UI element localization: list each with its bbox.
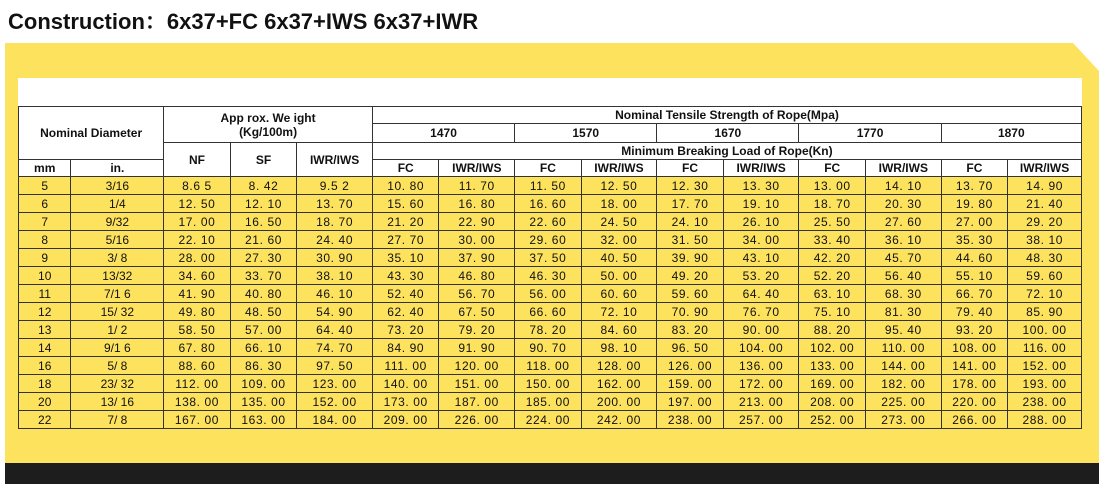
table-cell: 126. 00 [657, 357, 724, 375]
table-cell: 32. 00 [581, 231, 657, 249]
table-cell: 64. 40 [723, 285, 799, 303]
table-cell: 84. 60 [581, 321, 657, 339]
table-cell: 43. 10 [723, 249, 799, 267]
table-cell: 112. 00 [164, 375, 231, 393]
table-cell: 46. 80 [439, 267, 515, 285]
table-cell: 54. 90 [297, 303, 373, 321]
table-cell: 95. 40 [866, 321, 942, 339]
table-cell: 128. 00 [581, 357, 657, 375]
table-cell: 163. 00 [230, 411, 297, 429]
table-cell: 83. 20 [657, 321, 724, 339]
table-cell: 3/16 [71, 177, 164, 195]
table-cell: 31. 50 [657, 231, 724, 249]
table-cell: 110. 00 [866, 339, 942, 357]
table-cell: 91. 90 [439, 339, 515, 357]
table-cell: 60. 60 [581, 285, 657, 303]
table-cell: 13 [19, 321, 71, 339]
table-cell: 120. 00 [439, 357, 515, 375]
table-cell: 9.5 2 [297, 177, 373, 195]
table-cell: 108. 00 [941, 339, 1008, 357]
table-cell: 76. 70 [723, 303, 799, 321]
fc-header-1870: FC [941, 160, 1008, 177]
page-title: Construction：6x37+FC 6x37+IWS 6x37+IWR [8, 9, 479, 34]
table-cell: 45. 70 [866, 249, 942, 267]
table-cell: 152. 00 [297, 393, 373, 411]
table-row [19, 249, 1082, 267]
fc-header-1670: FC [657, 160, 724, 177]
table-cell: 88. 60 [164, 357, 231, 375]
table-cell: 5 [19, 177, 71, 195]
fc-header-1770: FC [799, 160, 866, 177]
table-cell: 116. 00 [1008, 339, 1082, 357]
table-cell: 172. 00 [723, 375, 799, 393]
table-cell: 75. 10 [799, 303, 866, 321]
nominal-diameter-header: Nominal Diameter [19, 107, 164, 160]
table-cell: 26. 10 [723, 213, 799, 231]
table-cell: 178. 00 [941, 375, 1008, 393]
table-cell: 173. 00 [372, 393, 439, 411]
table-cell: 133. 00 [799, 357, 866, 375]
table-cell: 13. 00 [799, 177, 866, 195]
table-cell: 140. 00 [372, 375, 439, 393]
table-cell: 123. 00 [297, 375, 373, 393]
table-cell: 104. 00 [723, 339, 799, 357]
table-cell: 7 [19, 213, 71, 231]
table-cell: 266. 00 [941, 411, 1008, 429]
table-cell: 52. 40 [372, 285, 439, 303]
table-cell: 56. 00 [515, 285, 582, 303]
table-cell: 11. 70 [439, 177, 515, 195]
table-cell: 28. 00 [164, 249, 231, 267]
table-cell: 167. 00 [164, 411, 231, 429]
table-cell: 27. 00 [941, 213, 1008, 231]
table-cell: 59. 60 [657, 285, 724, 303]
table-cell: 56. 70 [439, 285, 515, 303]
table-cell: 17. 70 [657, 195, 724, 213]
table-cell: 27. 30 [230, 249, 297, 267]
table-cell: 44. 60 [941, 249, 1008, 267]
table-cell: 12. 50 [581, 177, 657, 195]
table-cell: 12. 30 [657, 177, 724, 195]
table-cell: 136. 00 [723, 357, 799, 375]
table-cell: 30. 00 [439, 231, 515, 249]
grade-header-1570: 1570 [515, 124, 657, 143]
table-cell: 224. 00 [515, 411, 582, 429]
grade-header-1670: 1670 [657, 124, 799, 143]
table-cell: 52. 20 [799, 267, 866, 285]
table-cell: 13. 70 [941, 177, 1008, 195]
table-cell: 118. 00 [515, 357, 582, 375]
table-cell: 38. 10 [1008, 231, 1082, 249]
table-cell: 22. 10 [164, 231, 231, 249]
table-row [19, 195, 1082, 213]
table-cell: 225. 00 [866, 393, 942, 411]
table-cell: 150. 00 [515, 375, 582, 393]
table-cell: 5/ 8 [71, 357, 164, 375]
nf-header: NF [164, 143, 231, 177]
table-cell: 79. 40 [941, 303, 1008, 321]
table-row [19, 393, 1082, 411]
table-cell: 9/32 [71, 213, 164, 231]
table-cell: 81. 30 [866, 303, 942, 321]
table-cell: 57. 00 [230, 321, 297, 339]
table-cell: 36. 10 [866, 231, 942, 249]
table-cell: 7/1 6 [71, 285, 164, 303]
nominal-tensile-header: Nominal Tensile Strength of Rope(Mpa) [372, 107, 1081, 124]
table-cell: 11. 50 [515, 177, 582, 195]
table-cell: 67. 80 [164, 339, 231, 357]
table-cell: 13/ 16 [71, 393, 164, 411]
table-cell: 15/ 32 [71, 303, 164, 321]
table-cell: 90. 70 [515, 339, 582, 357]
table-cell: 11 [19, 285, 71, 303]
table-cell: 90. 00 [723, 321, 799, 339]
table-cell: 29. 60 [515, 231, 582, 249]
table-cell: 21. 40 [1008, 195, 1082, 213]
table-cell: 9 [19, 249, 71, 267]
table-cell: 53. 20 [723, 267, 799, 285]
table-cell: 68. 30 [866, 285, 942, 303]
table-cell: 24. 10 [657, 213, 724, 231]
table-cell: 21. 60 [230, 231, 297, 249]
table-cell: 8 [19, 231, 71, 249]
table-cell: 40. 50 [581, 249, 657, 267]
table-cell: 111. 00 [372, 357, 439, 375]
bottom-bar [5, 463, 1099, 484]
iwr-iws-weight-header: IWR/IWS [297, 143, 373, 177]
iwr-iws-header-1470: IWR/IWS [439, 160, 515, 177]
table-row [19, 411, 1082, 429]
table-cell: 7/ 8 [71, 411, 164, 429]
table-cell: 37. 50 [515, 249, 582, 267]
table-cell: 20 [19, 393, 71, 411]
table-cell: 16 [19, 357, 71, 375]
table-cell: 23/ 32 [71, 375, 164, 393]
table-cell: 12 [19, 303, 71, 321]
table-cell: 12. 50 [164, 195, 231, 213]
table-cell: 19. 10 [723, 195, 799, 213]
table-row [19, 357, 1082, 375]
table-cell: 6 [19, 195, 71, 213]
table-cell: 30. 90 [297, 249, 373, 267]
table-cell: 85. 90 [1008, 303, 1082, 321]
iwr-iws-header-1870: IWR/IWS [1008, 160, 1082, 177]
table-cell: 109. 00 [230, 375, 297, 393]
table-cell: 220. 00 [941, 393, 1008, 411]
table-cell: 14. 90 [1008, 177, 1082, 195]
table-cell: 10 [19, 267, 71, 285]
min-breaking-load-header: Minimum Breaking Load of Rope(Kn) [372, 143, 1081, 160]
table-cell: 24. 50 [581, 213, 657, 231]
table-row [19, 303, 1082, 321]
table-cell: 55. 10 [941, 267, 1008, 285]
table-cell: 273. 00 [866, 411, 942, 429]
table-cell: 50. 00 [581, 267, 657, 285]
table-cell: 96. 50 [657, 339, 724, 357]
fc-header-1470: FC [372, 160, 439, 177]
table-cell: 41. 90 [164, 285, 231, 303]
table-cell: 35. 10 [372, 249, 439, 267]
table-cell: 288. 00 [1008, 411, 1082, 429]
iwr-iws-header-1670: IWR/IWS [723, 160, 799, 177]
approx-weight-header [164, 107, 373, 143]
table-cell: 48. 30 [1008, 249, 1082, 267]
table-cell: 48. 50 [230, 303, 297, 321]
fc-header-1570: FC [515, 160, 582, 177]
table-body [19, 177, 1082, 429]
table-cell: 8.6 5 [164, 177, 231, 195]
table-cell: 21. 20 [372, 213, 439, 231]
table-cell: 37. 90 [439, 249, 515, 267]
table-cell: 17. 00 [164, 213, 231, 231]
table-cell: 34. 00 [723, 231, 799, 249]
table-cell: 67. 50 [439, 303, 515, 321]
table-cell: 13/32 [71, 267, 164, 285]
table-cell: 40. 80 [230, 285, 297, 303]
table-cell: 14 [19, 339, 71, 357]
table-row [19, 213, 1082, 231]
table-cell: 5/16 [71, 231, 164, 249]
table-row [19, 231, 1082, 249]
table-row [19, 321, 1082, 339]
grade-header-1870: 1870 [941, 124, 1081, 143]
table-cell: 242. 00 [581, 411, 657, 429]
table-cell: 151. 00 [439, 375, 515, 393]
table-cell: 49. 80 [164, 303, 231, 321]
table-row [19, 177, 1082, 195]
table-cell: 18. 00 [581, 195, 657, 213]
table-cell: 9/1 6 [71, 339, 164, 357]
table-cell: 29. 20 [1008, 213, 1082, 231]
table-cell: 213. 00 [723, 393, 799, 411]
table-cell: 24. 40 [297, 231, 373, 249]
table-cell: 46. 30 [515, 267, 582, 285]
rope-spec-table [18, 106, 1082, 429]
table-cell: 159. 00 [657, 375, 724, 393]
table-cell: 187. 00 [439, 393, 515, 411]
table-cell: 70. 90 [657, 303, 724, 321]
table-cell: 27. 60 [866, 213, 942, 231]
sf-header: SF [230, 143, 297, 177]
iwr-iws-header-1770: IWR/IWS [866, 160, 942, 177]
table-cell: 138. 00 [164, 393, 231, 411]
table-cell: 74. 70 [297, 339, 373, 357]
table-cell: 19. 80 [941, 195, 1008, 213]
table-cell: 102. 00 [799, 339, 866, 357]
table-cell: 66. 70 [941, 285, 1008, 303]
table-cell: 257. 00 [723, 411, 799, 429]
table-cell: 72. 10 [1008, 285, 1082, 303]
table-cell: 238. 00 [657, 411, 724, 429]
table-cell: 62. 40 [372, 303, 439, 321]
table-cell: 58. 50 [164, 321, 231, 339]
table-cell: 27. 70 [372, 231, 439, 249]
table-cell: 73. 20 [372, 321, 439, 339]
table-row [19, 285, 1082, 303]
table-cell: 39. 90 [657, 249, 724, 267]
table-cell: 59. 60 [1008, 267, 1082, 285]
table-cell: 100. 00 [1008, 321, 1082, 339]
table-cell: 209. 00 [372, 411, 439, 429]
table-cell: 88. 20 [799, 321, 866, 339]
table-cell: 193. 00 [1008, 375, 1082, 393]
table-cell: 3/ 8 [71, 249, 164, 267]
table-row [19, 339, 1082, 357]
table-cell: 63. 10 [799, 285, 866, 303]
table-cell: 144. 00 [866, 357, 942, 375]
table-cell: 42. 20 [799, 249, 866, 267]
table-cell: 38. 10 [297, 267, 373, 285]
table-cell: 10. 80 [372, 177, 439, 195]
table-cell: 135. 00 [230, 393, 297, 411]
table-cell: 86. 30 [230, 357, 297, 375]
table-cell: 16. 50 [230, 213, 297, 231]
table-cell: 169. 00 [799, 375, 866, 393]
table-cell: 208. 00 [799, 393, 866, 411]
table-cell: 97. 50 [297, 357, 373, 375]
in-header: in. [71, 160, 164, 177]
table-cell: 8. 42 [230, 177, 297, 195]
table-cell: 20. 30 [866, 195, 942, 213]
table-cell: 22. 60 [515, 213, 582, 231]
table-cell: 49. 20 [657, 267, 724, 285]
table-cell: 84. 90 [372, 339, 439, 357]
table-cell: 35. 30 [941, 231, 1008, 249]
table-cell: 18. 70 [297, 213, 373, 231]
table-cell: 238. 00 [1008, 393, 1082, 411]
table-cell: 184. 00 [297, 411, 373, 429]
table-row [19, 375, 1082, 393]
table-cell: 14. 10 [866, 177, 942, 195]
table-cell: 66. 60 [515, 303, 582, 321]
approx-weight-line1: App rox. We ight [220, 110, 316, 125]
table-cell: 22 [19, 411, 71, 429]
table-cell: 1/ 2 [71, 321, 164, 339]
table-cell: 13. 30 [723, 177, 799, 195]
table-cell: 33. 40 [799, 231, 866, 249]
table-cell: 66. 10 [230, 339, 297, 357]
table-cell: 18. 70 [799, 195, 866, 213]
table-cell: 33. 70 [230, 267, 297, 285]
table-cell: 93. 20 [941, 321, 1008, 339]
mm-header: mm [19, 160, 71, 177]
table-cell: 78. 20 [515, 321, 582, 339]
table-cell: 64. 40 [297, 321, 373, 339]
grade-header-1470: 1470 [372, 124, 514, 143]
table-cell: 13. 70 [297, 195, 373, 213]
table-cell: 162. 00 [581, 375, 657, 393]
grade-header-1770: 1770 [799, 124, 941, 143]
white-strip [18, 78, 1082, 106]
table-cell: 185. 00 [515, 393, 582, 411]
table-cell: 34. 60 [164, 267, 231, 285]
table-cell: 98. 10 [581, 339, 657, 357]
table-cell: 12. 10 [230, 195, 297, 213]
table-cell: 252. 00 [799, 411, 866, 429]
table-cell: 56. 40 [866, 267, 942, 285]
table-cell: 18 [19, 375, 71, 393]
table-cell: 79. 20 [439, 321, 515, 339]
table-cell: 226. 00 [439, 411, 515, 429]
iwr-iws-header-1570: IWR/IWS [581, 160, 657, 177]
table-cell: 25. 50 [799, 213, 866, 231]
table-cell: 46. 10 [297, 285, 373, 303]
table-cell: 197. 00 [657, 393, 724, 411]
table-cell: 16. 60 [515, 195, 582, 213]
table-cell: 22. 90 [439, 213, 515, 231]
table-cell: 141. 00 [941, 357, 1008, 375]
table-cell: 15. 60 [372, 195, 439, 213]
table-cell: 43. 30 [372, 267, 439, 285]
table-cell: 152. 00 [1008, 357, 1082, 375]
table-cell: 72. 10 [581, 303, 657, 321]
table-cell: 16. 80 [439, 195, 515, 213]
approx-weight-line2: (Kg/100m) [239, 124, 298, 139]
table-cell: 182. 00 [866, 375, 942, 393]
table-row [19, 267, 1082, 285]
table-cell: 200. 00 [581, 393, 657, 411]
table-cell: 1/4 [71, 195, 164, 213]
